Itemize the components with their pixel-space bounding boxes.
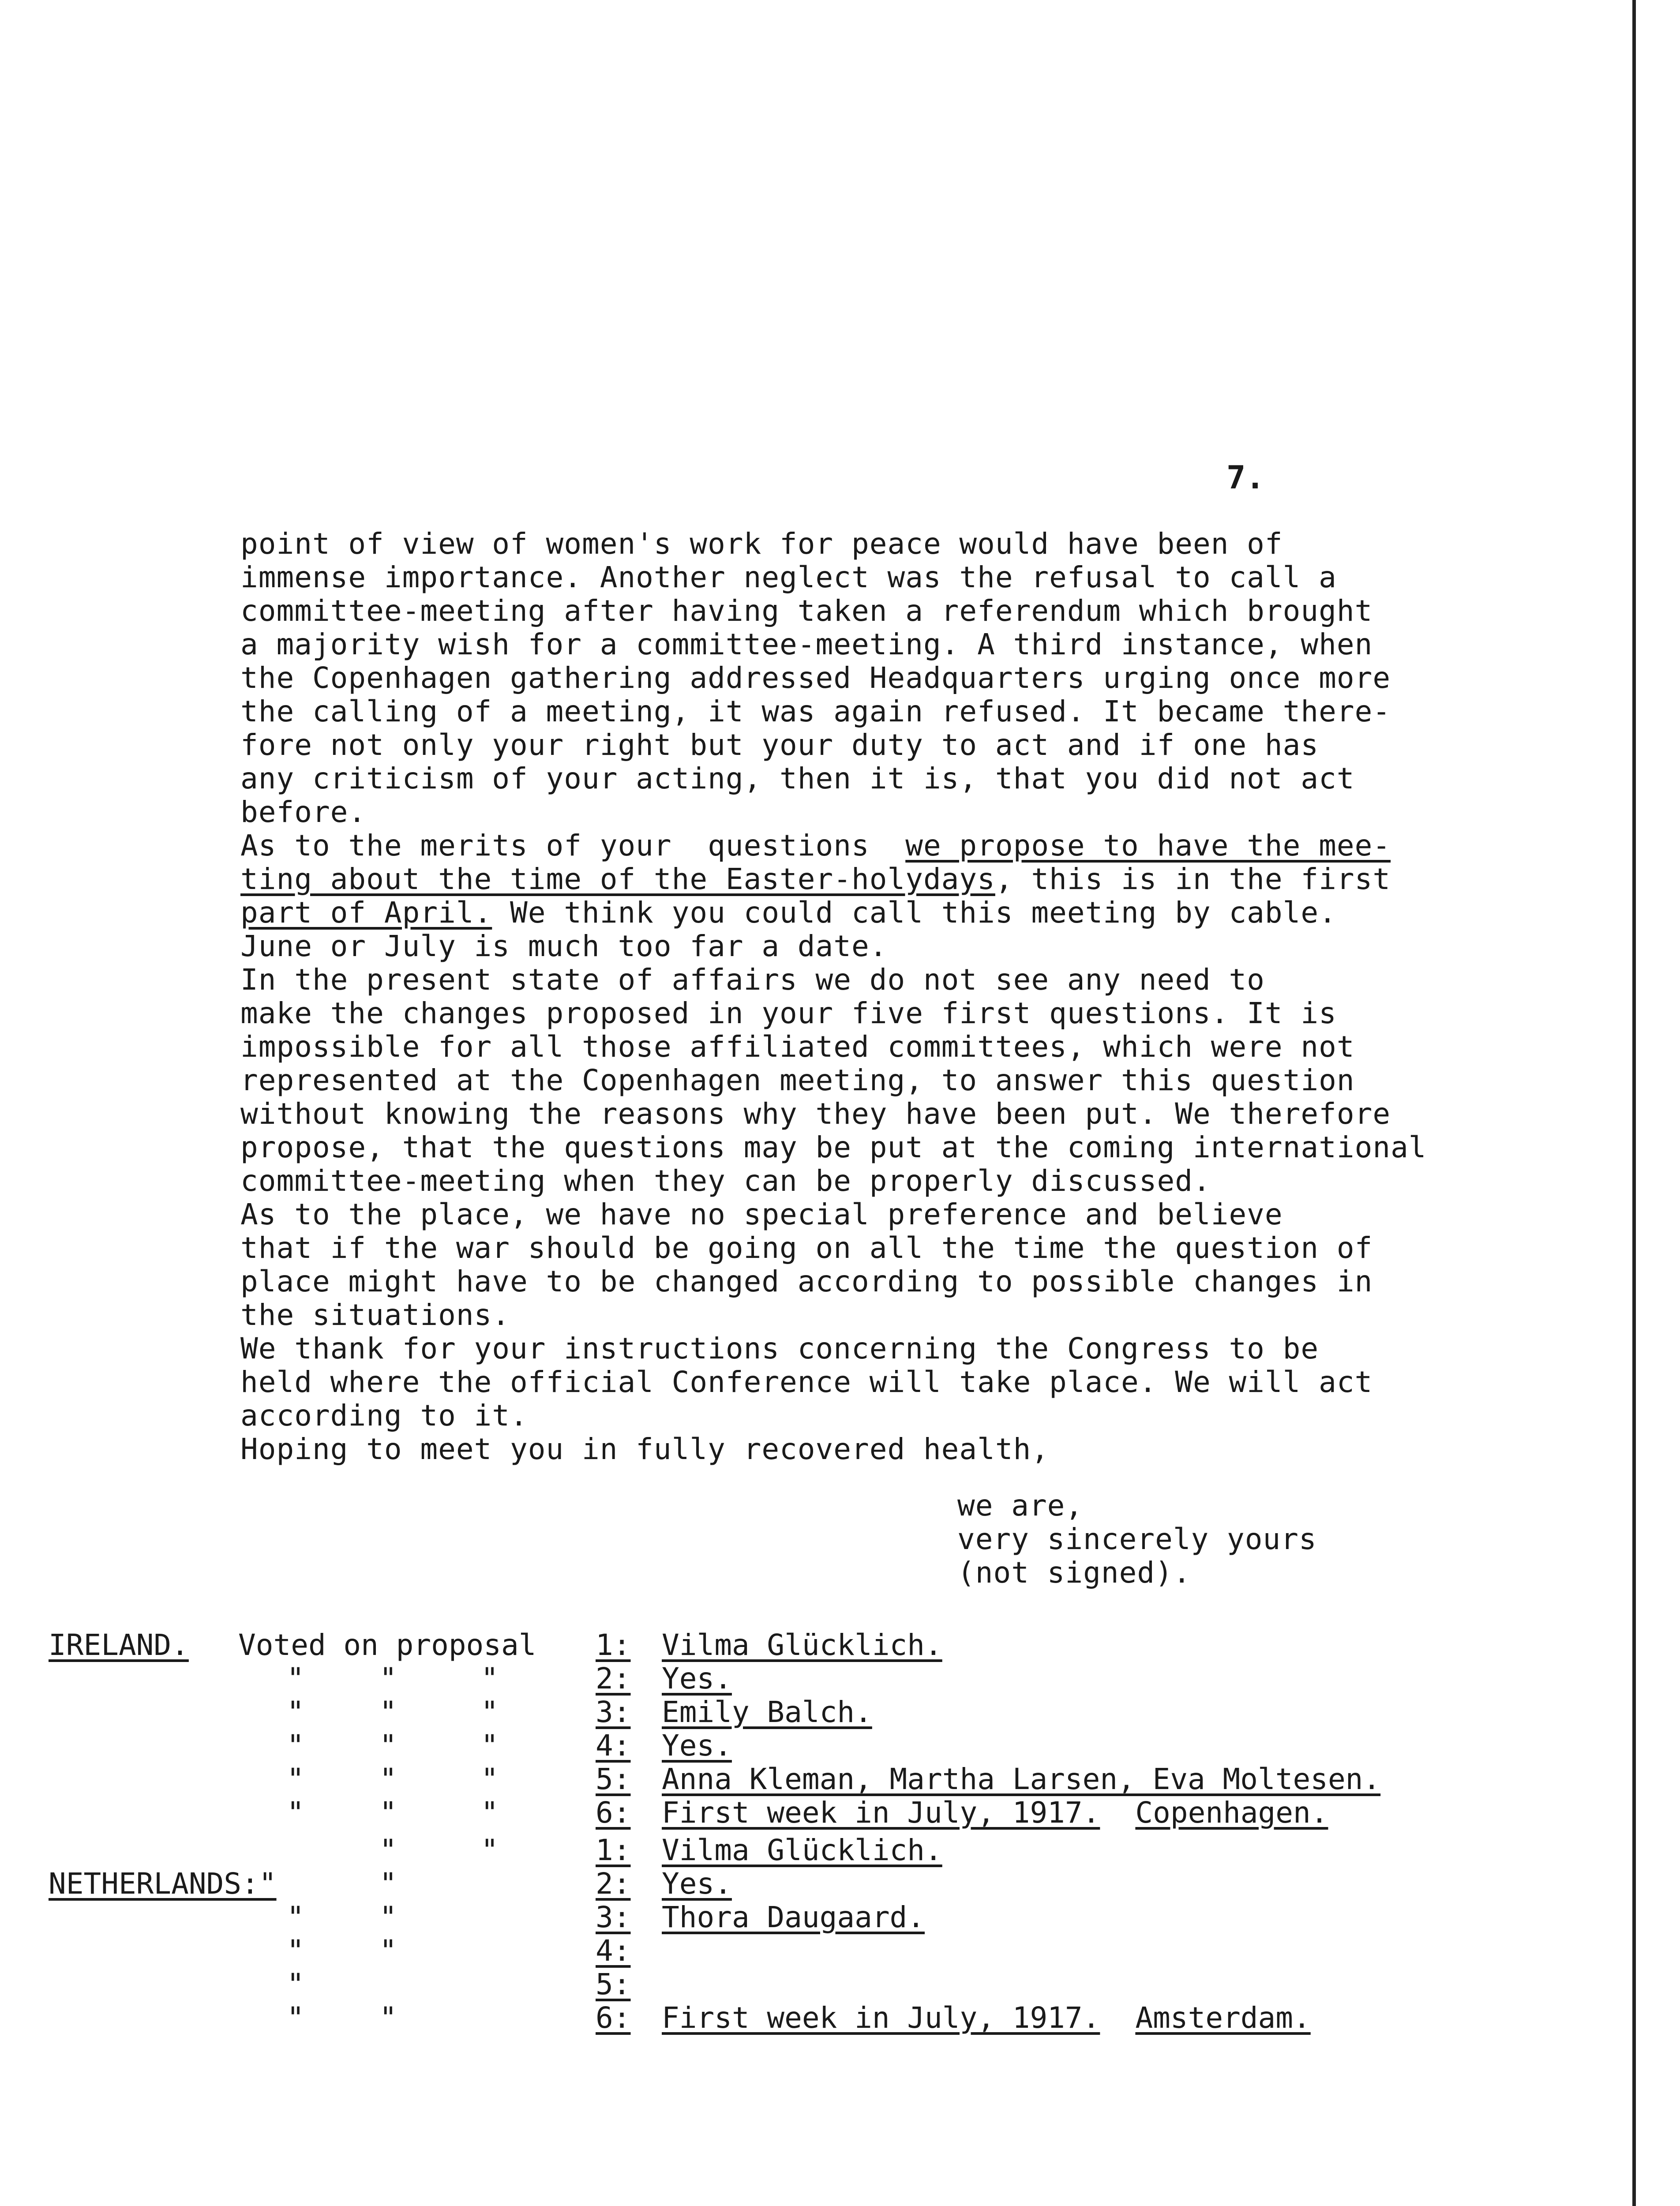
body-line [240,1030,1608,1064]
line-text: propose, that the questions may be put at the coming international [240,1130,1427,1164]
body-line [240,1433,1608,1466]
ditto-mark: " [379,1934,397,1968]
vote-answer: Yes. [662,1867,732,1901]
line-text: June or July is much too far a date. [240,929,888,963]
ditto-mark: " [481,1729,499,1763]
body-line [240,896,1608,930]
line-text: committee-meeting after having taken a referendum which brought [240,594,1373,628]
film-edge-rule [1632,0,1636,2206]
vote-answer: Yes. [662,1662,732,1696]
line-text: the calling of a meeting, it was again refused. It became there- [240,694,1391,728]
underlined-text: we propose to have the mee- [905,829,1391,863]
proposal-number: 6: [596,1796,631,1830]
line-text: a majority wish for a committee-meeting. A third instance, when [240,627,1373,661]
line-text: before. [240,795,367,829]
proposal-number: 2: [596,1662,631,1696]
line-text: committee-meeting when they can be properly discussed. [240,1164,1211,1198]
proposal-number: 1: [596,1833,631,1867]
proposal-number: 5: [596,1762,631,1796]
letter-body [240,527,1608,1466]
body-line [240,661,1608,695]
line-text: fore not only your right but your duty to act and if one has [240,728,1319,762]
line-text: As to the place, we have no special preference and believe [240,1197,1283,1231]
body-line [240,527,1608,561]
body-line [240,1399,1608,1433]
body-line [240,1164,1608,1198]
proposal-number: 6: [596,2001,631,2035]
vote-row [49,1796,1593,1829]
body-line [240,829,1608,863]
ditto-mark: " [287,1934,304,1968]
line-text: that if the war should be going on all the time the question of [240,1231,1373,1265]
body-line [240,963,1608,997]
ditto-mark: " [481,1662,499,1696]
country-name: NETHERLANDS:" [49,1867,277,1901]
vote-place: Amsterdam. [1135,2001,1311,2035]
body-line [240,1064,1608,1097]
vote-answer: Vilma Glücklich. [662,1833,942,1867]
vote-row [49,1833,1593,1867]
netherlands-votes [49,1833,1593,2034]
ditto-mark: " [287,1762,304,1796]
proposal-number: 3: [596,1695,631,1729]
line-text: according to it. [240,1399,528,1433]
ditto-mark: " [287,1662,304,1696]
proposal-number: 1: [596,1628,631,1662]
vote-label: Voted on proposal [238,1628,536,1662]
ditto-mark: " [379,1867,397,1901]
line-text: , this is in the first [995,862,1391,896]
ireland-votes [49,1628,1593,1829]
body-line [240,762,1608,795]
ditto-mark: " [379,1729,397,1763]
line-text: In the present state of affairs we do not see any need to [240,963,1265,997]
ditto-mark: " [379,1695,397,1729]
vote-answer-group [662,2001,1311,2035]
vote-answer: Thora Daugaard. [662,1900,925,1934]
line-text: Hoping to meet you in fully recovered health, [240,1432,1050,1466]
vote-row [49,1900,1593,1934]
line-text: the situations. [240,1298,510,1332]
ditto-mark: " [379,1796,397,1830]
ditto-mark: " [379,1900,397,1934]
ditto-mark: " [287,1967,304,2001]
vote-answer: Yes. [662,1729,732,1763]
vote-answer-group [662,1796,1328,1830]
letter-closing [957,1489,1317,1590]
body-line [240,1366,1608,1399]
body-line [240,863,1608,896]
vote-answer: First week in July, 1917. [662,1796,1100,1830]
proposal-number: 2: [596,1867,631,1901]
line-text: place might have to be changed according to possible changes in [240,1264,1373,1298]
proposal-number: 3: [596,1900,631,1934]
ditto-mark: " [379,2001,397,2035]
line-text: any criticism of your acting, then it is, that you did not act [240,762,1355,795]
line-text: immense importance. Another neglect was the refusal to call a [240,560,1337,594]
proposal-number: 5: [596,1967,631,2001]
ditto-mark: " [379,1833,397,1867]
body-line [240,930,1608,963]
vote-answer: First week in July, 1917. [662,2001,1100,2035]
vote-row [49,1628,1593,1662]
body-line [240,628,1608,661]
closing-line: we are, [957,1489,1084,1523]
page-number: 7. [1226,459,1265,496]
vote-row [49,1934,1593,1967]
ditto-mark: " [481,1796,499,1830]
ditto-mark: " [287,2001,304,2035]
underlined-text: ting about the time of the Easter-holydays [240,862,995,896]
vote-answer: Vilma Glücklich. [662,1628,942,1662]
line-text: As to the merits of your questions [240,829,906,863]
body-line [240,1231,1608,1265]
line-text: We thank for your instructions concerning the Congress to be [240,1332,1319,1366]
vote-answer: Emily Balch. [662,1695,872,1729]
body-line [240,1298,1608,1332]
vote-row [49,1967,1593,2001]
body-line [240,594,1608,628]
body-line [240,728,1608,762]
proposal-number: 4: [596,1729,631,1763]
ditto-mark: " [481,1833,499,1867]
ditto-mark: " [481,1762,499,1796]
body-line [240,795,1608,829]
body-line [240,1198,1608,1231]
vote-row [49,1695,1593,1729]
ditto-mark: " [287,1729,304,1763]
closing-line: (not signed). [957,1556,1191,1590]
line-text: impossible for all those affiliated committees, which were not [240,1030,1355,1064]
body-line [240,997,1608,1030]
line-text: represented at the Copenhagen meeting, to answer this question [240,1063,1355,1097]
body-line [240,1265,1608,1298]
ditto-mark: " [287,1695,304,1729]
vote-row [49,1762,1593,1796]
body-line [240,695,1608,728]
closing-line: very sincerely yours [957,1522,1317,1556]
vote-answer: Anna Kleman, Martha Larsen, Eva Moltesen. [662,1762,1381,1796]
body-line [240,1131,1608,1164]
line-text: the Copenhagen gathering addressed Headquarters urging once more [240,661,1391,695]
country-name: IRELAND. [49,1628,189,1662]
ditto-mark: " [379,1762,397,1796]
line-text: We think you could call this meeting by cable. [492,896,1337,930]
body-line [240,561,1608,594]
ditto-mark: " [287,1900,304,1934]
ditto-mark: " [481,1695,499,1729]
body-line [240,1097,1608,1131]
line-text: point of view of women's work for peace would have been of [240,527,1283,561]
underlined-text: part of April. [240,896,492,930]
ditto-mark: " [379,1662,397,1696]
vote-row [49,1867,1593,1900]
body-line [240,1332,1608,1366]
line-text: without knowing the reasons why they have been put. We therefore [240,1097,1391,1131]
proposal-number: 4: [596,1934,631,1968]
line-text: make the changes proposed in your five first questions. It is [240,996,1337,1030]
vote-place: Copenhagen. [1135,1796,1328,1830]
vote-row [49,1729,1593,1762]
vote-row [49,2001,1593,2034]
line-text: held where the official Conference will take place. We will act [240,1365,1373,1399]
vote-row [49,1662,1593,1695]
ditto-mark: " [287,1796,304,1830]
